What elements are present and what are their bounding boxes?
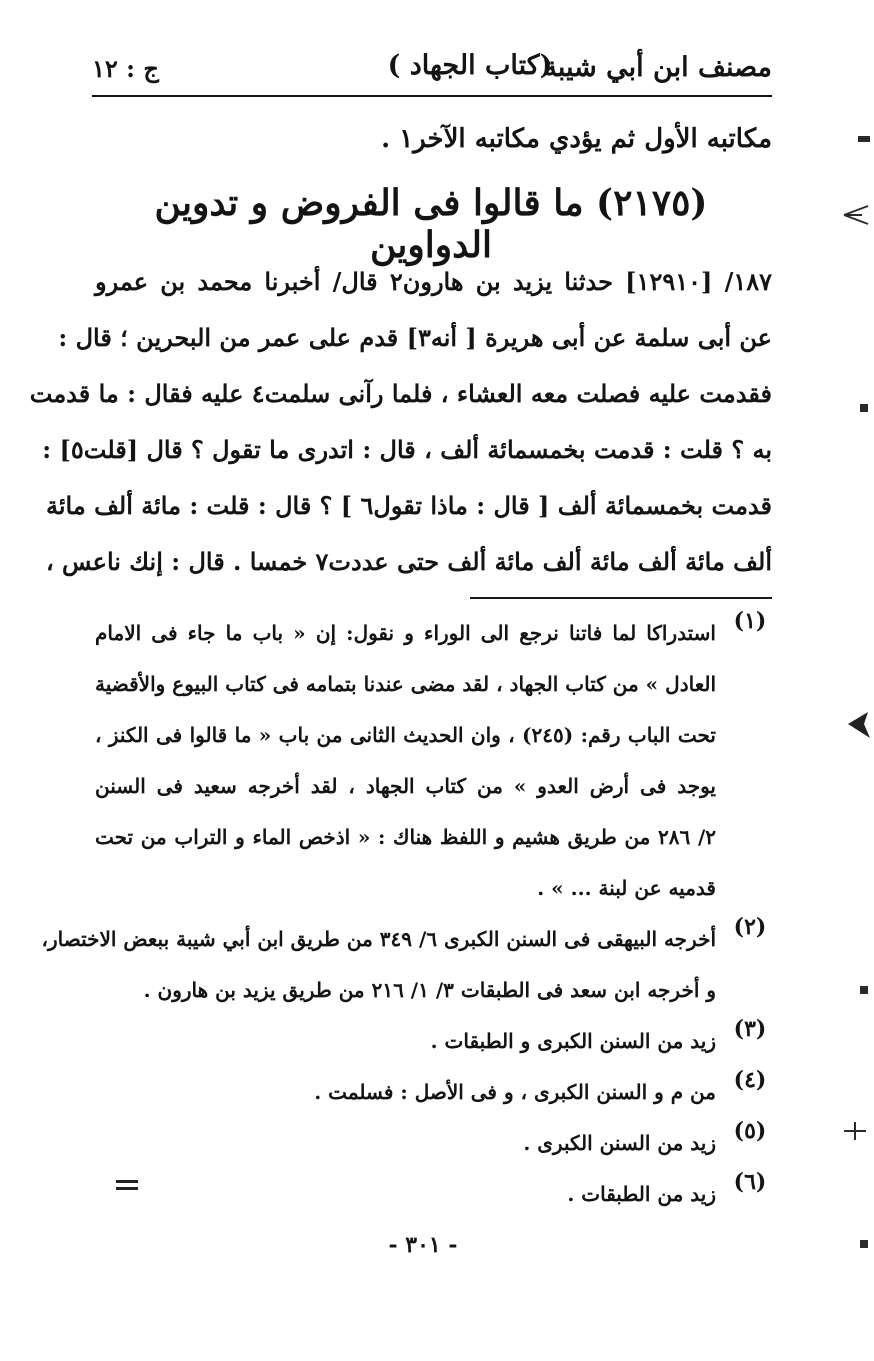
- footnote-line: استدراكا لما فاتنا نرجع الى الوراء و نقول: إن « باب ما جاء فى الامام: [95, 621, 716, 645]
- hadith-line: قدمت بخمسمائة ألف [ قال : ماذا تقول٦ ] ؟ قال : قلت : مائة ألف مائة: [46, 491, 772, 520]
- footnote-number: (٢): [733, 914, 767, 940]
- footnotes: [41, 608, 772, 1220]
- hadith-line: ألف مائة ألف مائة ألف مائة ألف حتى عددت٧ خمسا . قال : إنك ناعس ،: [45, 547, 772, 576]
- footnote-5: [95, 1118, 772, 1169]
- hadith-line: به ؟ قلت : قدمت بخمسمائة ألف ، قال : اتدرى ما تقول ؟ قال [قلت٥] :: [42, 435, 772, 464]
- footnote-separator: [470, 597, 772, 599]
- footnote-line: زيد من السنن الكبرى .: [523, 1131, 716, 1155]
- footnote-line: قدميه عن لبنة ... » .: [537, 876, 716, 900]
- book-section-title: (كتاب الجهاد ): [387, 50, 553, 81]
- footnote-line: تحت الباب رقم: (٢٤٥) ، وان الحديث الثانى من باب « ما قالوا فى الكنز ،: [95, 723, 716, 747]
- footnote-4: [95, 1067, 772, 1118]
- footnote-6: [95, 1169, 772, 1220]
- margin-mark: [860, 986, 868, 994]
- margin-mark: [858, 136, 870, 142]
- footnote-1: [95, 608, 772, 914]
- running-header: [92, 44, 772, 92]
- margin-mark: [860, 404, 868, 412]
- footnote-3: [95, 1016, 772, 1067]
- footnote-number: (٣): [733, 1016, 767, 1042]
- margin-mark: [860, 1240, 868, 1248]
- header-rule: [92, 95, 772, 97]
- hadith-line: فقدمت عليه فصلت معه العشاء ، فلما رآنى سلمت٤ عليه فقال : ما قدمت: [29, 379, 772, 408]
- hadith-line: ١٨٧/ [١٢٩١٠] حدثنا يزيد بن هارون٢ قال/ أخبرنا محمد بن عمرو: [95, 267, 773, 296]
- hadith-text: [29, 254, 773, 590]
- carry-over-text: مكاتبه الأول ثم يؤدي مكاتبه الآخر١ .: [381, 124, 772, 154]
- page-number: - ٣٠١ -: [388, 1232, 458, 1258]
- footnote-line: من م و السنن الكبرى ، و فى الأصل : فسلمت .: [314, 1080, 716, 1104]
- footnote-line: أخرجه البيهقى فى السنن الكبرى ٦/ ٣٤٩ من طريق ابن أبي شيبة ببعض الاختصار،: [41, 927, 716, 951]
- chapter-heading: (٢١٧٥) ما قالوا فى الفروض و تدوين الدواوين: [154, 182, 708, 266]
- margin-mark: [846, 708, 872, 742]
- footnote-2: [41, 914, 772, 1016]
- footnote-number: (٥): [733, 1118, 767, 1144]
- volume-label: ج : ١٢: [92, 54, 159, 83]
- book-title: مصنف ابن أبي شيبة: [543, 52, 772, 83]
- footnote-line: زيد من السنن الكبرى و الطبقات .: [430, 1029, 716, 1053]
- footnote-line: و أخرجه ابن سعد فى الطبقات ٣/ ١/ ٢١٦ من طريق يزيد بن هارون .: [143, 978, 716, 1002]
- footnote-number: (٦): [733, 1169, 767, 1195]
- scan-double-dash-mark: [116, 1180, 138, 1190]
- footnote-number: (٤): [733, 1067, 767, 1093]
- footnote-line: يوجد فى أرض العدو » من كتاب الجهاد ، لقد أخرجه سعيد فى السنن: [95, 774, 716, 798]
- footnote-line: زيد من الطبقات .: [567, 1182, 716, 1206]
- hadith-line: عن أبى سلمة عن أبى هريرة [ أنه٣] قدم على عمر من البحرين ؛ قال :: [58, 323, 772, 352]
- footnote-line: ٢/ ٢٨٦ من طريق هشيم و اللفظ هناك : « اذخص الماء و التراب من تحت: [95, 825, 716, 849]
- footnote-number: (١): [733, 608, 767, 634]
- margin-mark: [840, 1118, 870, 1144]
- footnote-line: العادل » من كتاب الجهاد ، لقد مضى عندنا بتمامه فى كتاب البيوع والأقضية: [95, 672, 716, 696]
- margin-mark: [842, 202, 870, 228]
